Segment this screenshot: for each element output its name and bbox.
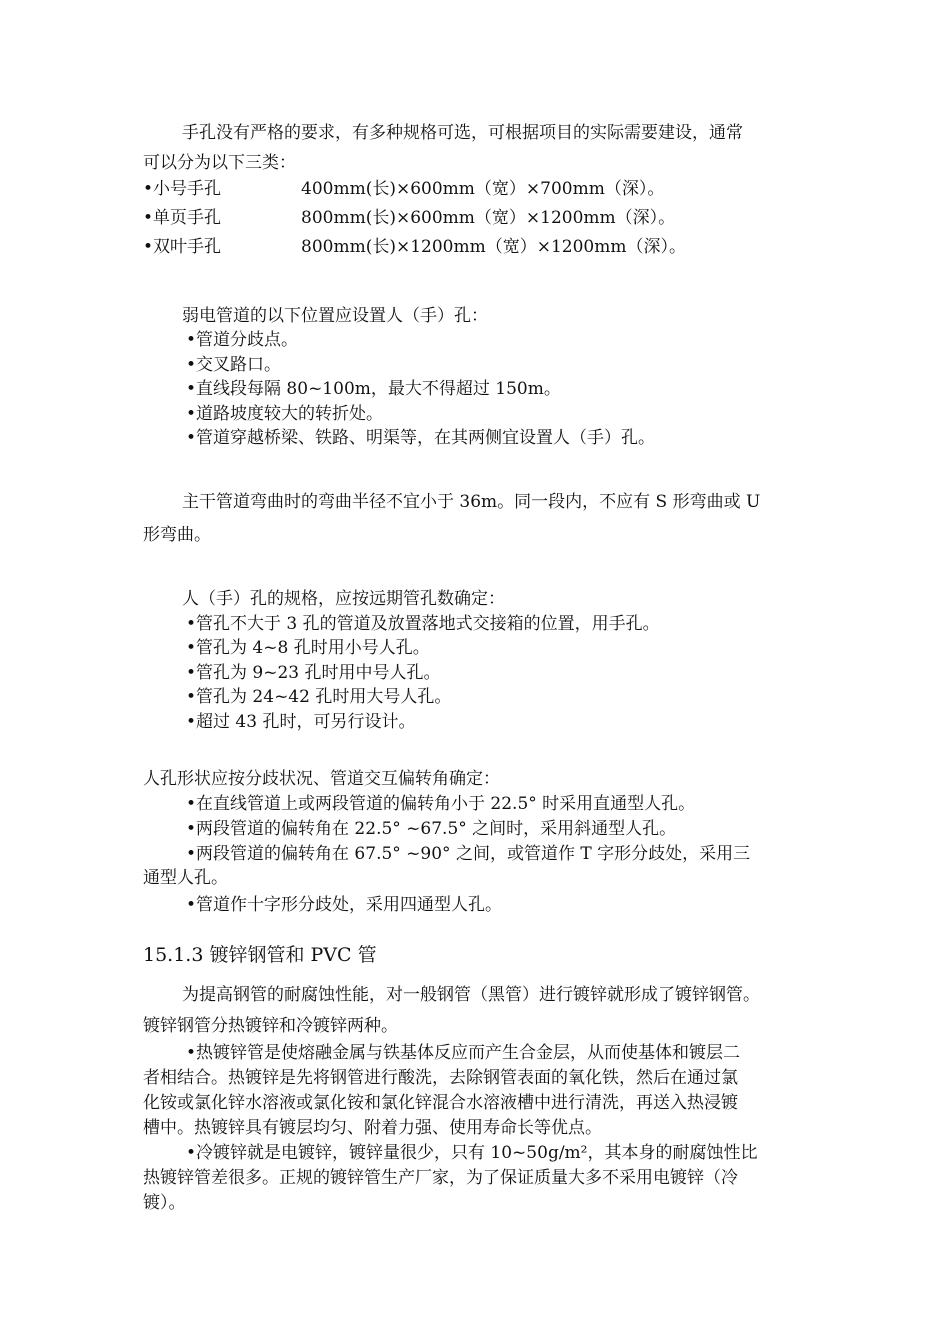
paragraph-line: 者相结合。热镀锌是先将钢管进行酸洗，去除钢管表面的氧化铁，然后在通过氯	[143, 1068, 738, 1088]
list-item: •管道作十字形分歧处，采用四通型人孔。	[186, 895, 503, 915]
paragraph-line: 槽中。热镀锌具有镀层均匀、附着力强、使用寿命长等优点。	[143, 1118, 602, 1138]
spec-name: •小号手孔	[143, 179, 222, 199]
list-item: •超过 43 孔时，可另行设计。	[186, 712, 416, 732]
section-heading: 15.1.3 镀锌钢管和 PVC 管	[143, 944, 377, 966]
list-item: •管孔为 9~23 孔时用中号人孔。	[186, 663, 441, 683]
paragraph-line: 形弯曲。	[143, 525, 211, 545]
paragraph-line: 可以分为以下三类：	[143, 153, 296, 173]
spec-name: •单页手孔	[143, 208, 222, 228]
spec-name: •双叶手孔	[143, 237, 222, 257]
paragraph-line: 弱电管道的以下位置应设置人（手）孔：	[182, 306, 488, 326]
paragraph-line: •热镀锌管是使熔融金属与铁基体反应而产生合金层，从而使基体和镀层二	[186, 1043, 741, 1063]
list-item: •两段管道的偏转角在 22.5° ~67.5° 之间时，采用斜通型人孔。	[186, 819, 677, 839]
list-item: •管道分歧点。	[186, 330, 299, 350]
paragraph-line: 为提高钢管的耐腐蚀性能，对一般钢管（黑管）进行镀锌就形成了镀锌钢管。	[182, 985, 760, 1005]
list-item: •管孔不大于 3 孔的管道及放置落地式交接箱的位置，用手孔。	[186, 614, 660, 634]
list-item: •管道穿越桥梁、铁路、明渠等，在其两侧宜设置人（手）孔。	[186, 428, 656, 448]
list-item-continuation: 通型人孔。	[143, 868, 228, 888]
paragraph-line: •冷镀锌就是电镀锌，镀锌量很少，只有 10~50g/m²，其本身的耐腐蚀性比	[186, 1143, 758, 1163]
paragraph-line: 手孔没有严格的要求，有多种规格可选，可根据项目的实际需要建设，通常	[182, 123, 743, 143]
spec-dimensions: 800mm(长)×1200mm（宽）×1200mm（深）。	[301, 237, 686, 257]
list-item: •管孔为 4~8 孔时用小号人孔。	[186, 638, 430, 658]
paragraph-line: 主干管道弯曲时的弯曲半径不宜小于 36m。同一段内，不应有 S 形弯曲或 U	[182, 492, 761, 512]
paragraph-line: 人孔形状应按分歧状况、管道交互偏转角确定：	[143, 769, 500, 789]
list-item: •在直线管道上或两段管道的偏转角小于 22.5° 时采用直通型人孔。	[186, 794, 696, 814]
list-item: •交叉路口。	[186, 355, 282, 375]
spec-dimensions: 800mm(长)×600mm（宽）×1200mm（深）。	[301, 208, 676, 228]
list-item: •道路坡度较大的转折处。	[186, 404, 384, 424]
spec-dimensions: 400mm(长)×600mm（宽）×700mm（深）。	[301, 179, 665, 199]
paragraph-line: 人（手）孔的规格，应按远期管孔数确定：	[182, 589, 505, 609]
paragraph-line: 热镀锌管差很多。正规的镀锌管生产厂家，为了保证质量大多不采用电镀锌（冷	[143, 1168, 738, 1188]
list-item: •两段管道的偏转角在 67.5° ~90° 之间，或管道作 T 字形分歧处，采用三	[186, 844, 751, 864]
list-item: •直线段每隔 80~100m，最大不得超过 150m。	[186, 379, 561, 399]
paragraph-line: 镀锌钢管分热镀锌和冷镀锌两种。	[143, 1016, 398, 1036]
list-item: •管孔为 24~42 孔时用大号人孔。	[186, 687, 452, 707]
paragraph-line: 化铵或氯化锌水溶液或氯化铵和氯化锌混合水溶液槽中进行清洗，再送入热浸镀	[143, 1093, 738, 1113]
paragraph-line: 镀）。	[143, 1193, 186, 1213]
